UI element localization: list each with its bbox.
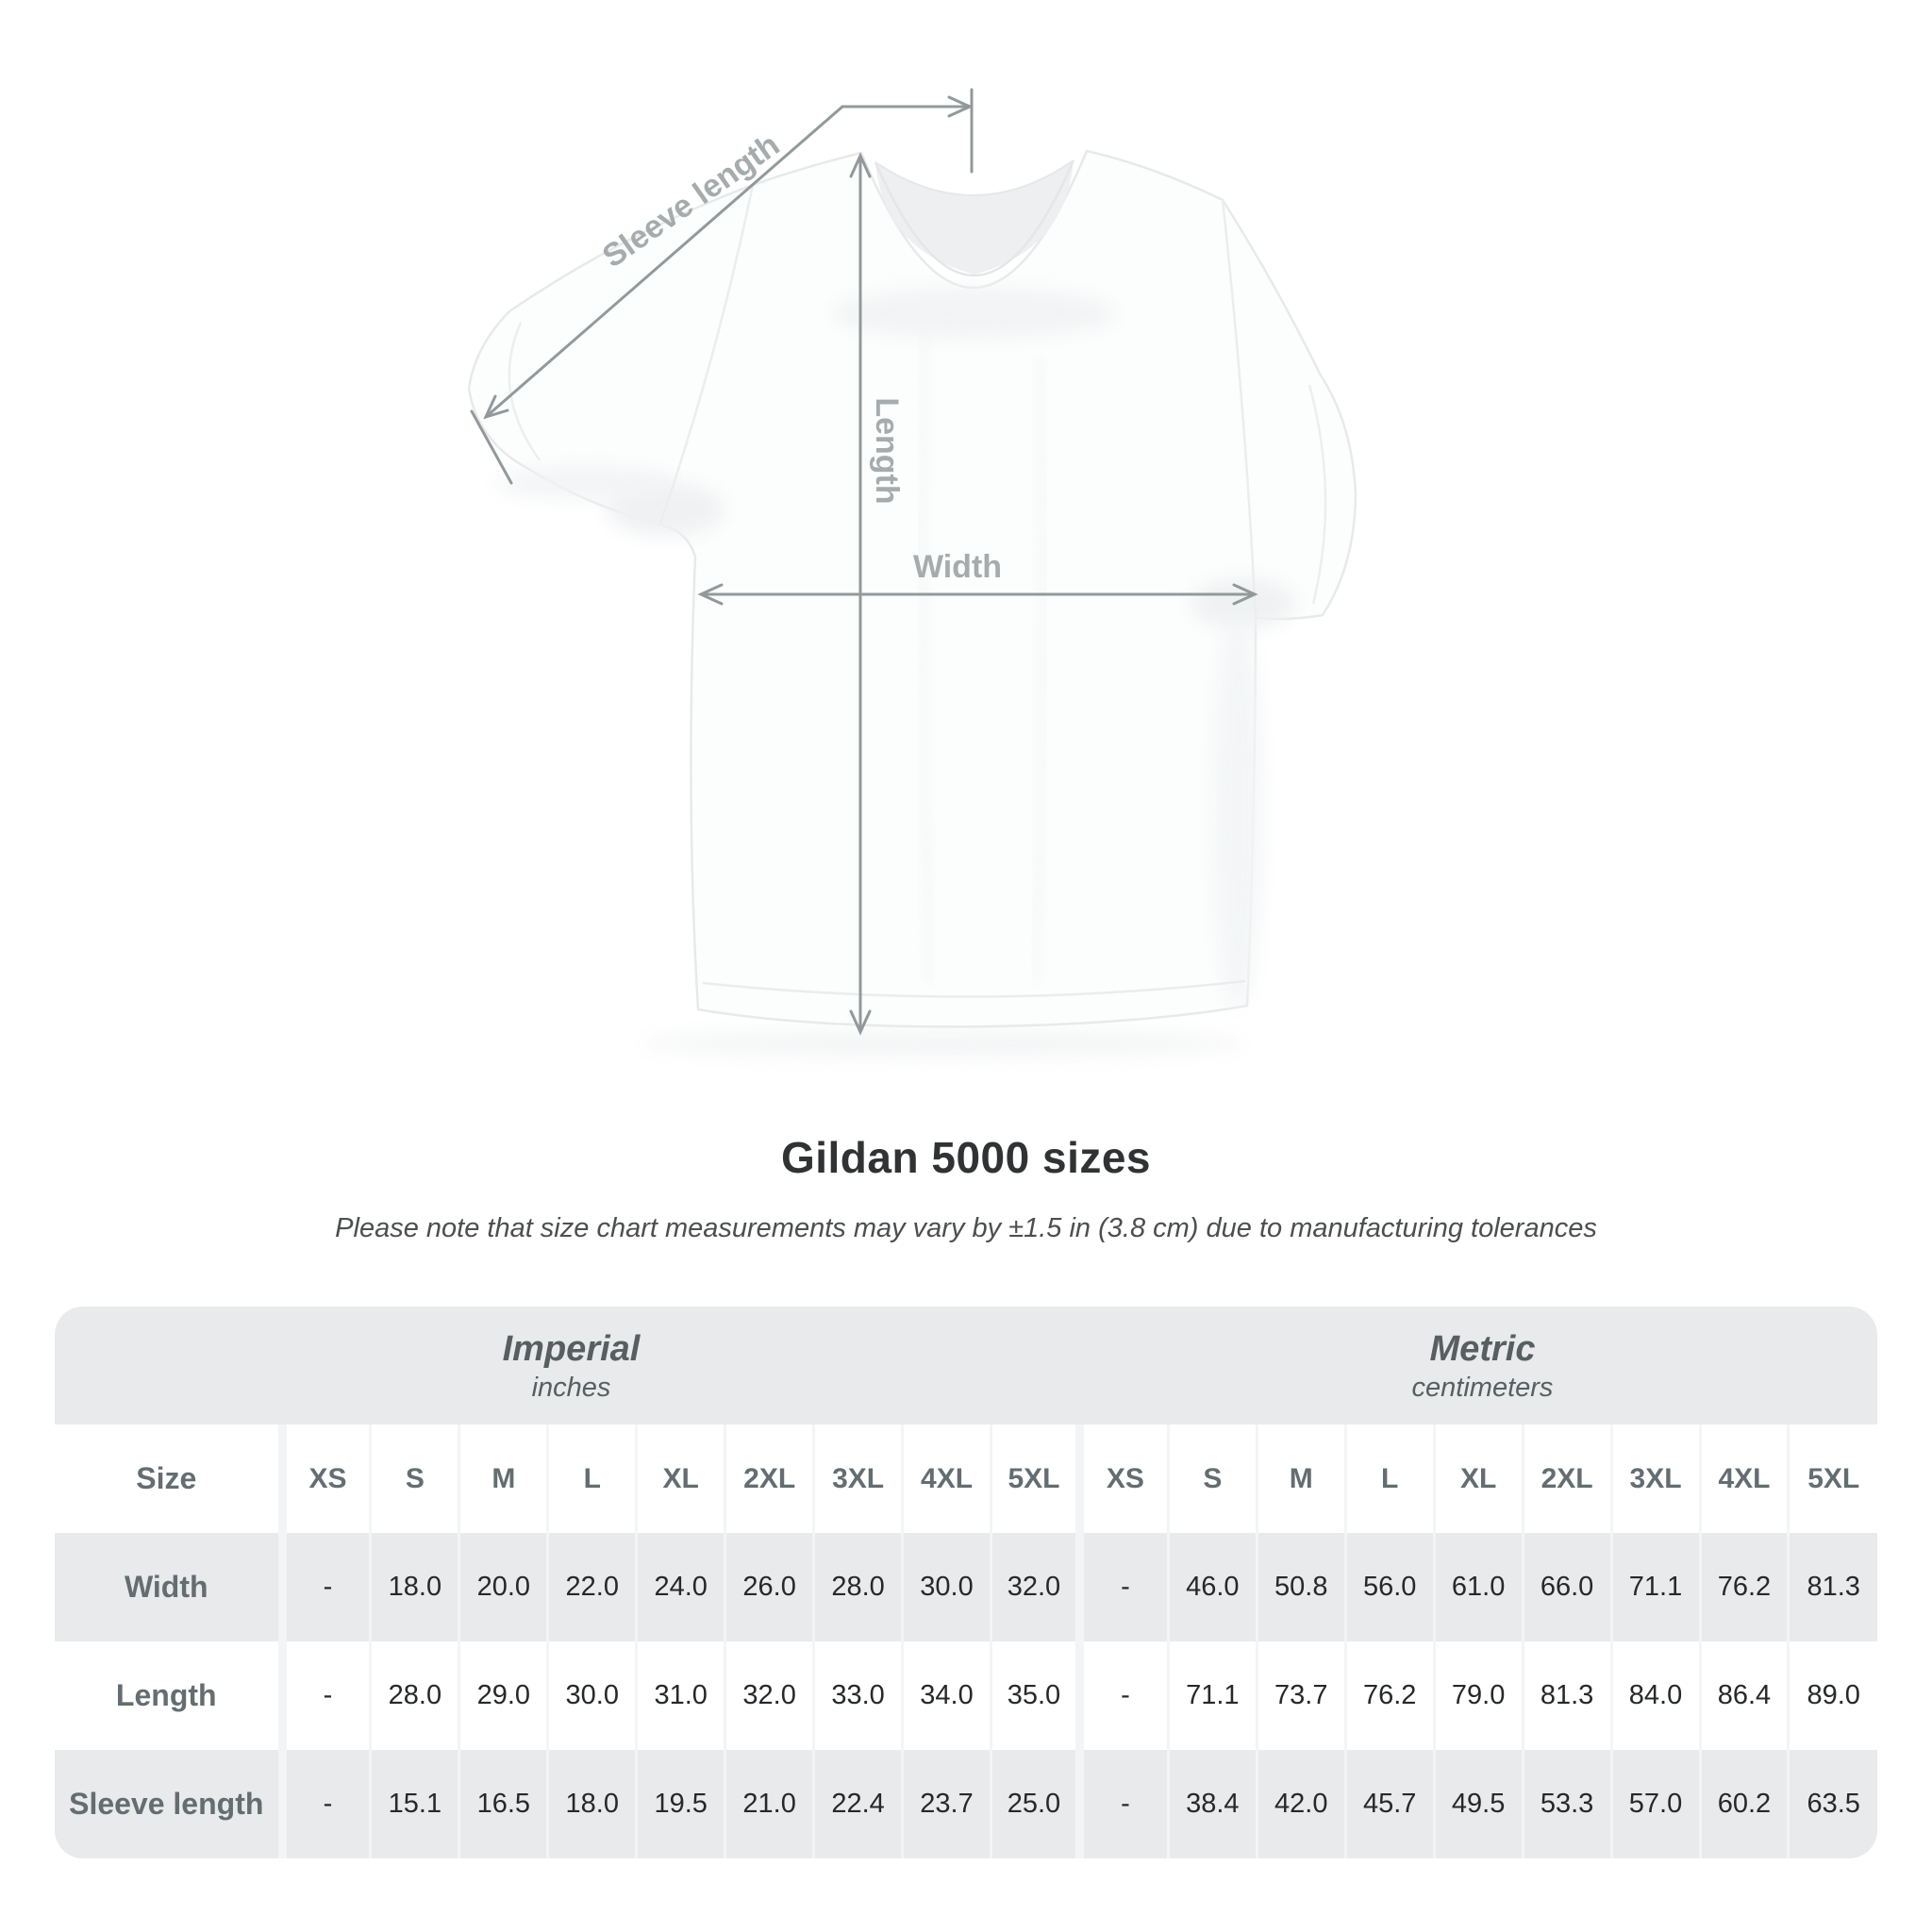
length-row	[55, 1641, 1877, 1750]
shirt-ground-shadow	[641, 1030, 1245, 1057]
value-cell: 20.0	[459, 1533, 548, 1641]
value-cell: 25.0	[991, 1750, 1080, 1858]
value-cell: 66.0	[1523, 1533, 1611, 1641]
col-header: XS	[1079, 1424, 1168, 1533]
value-cell: 24.0	[637, 1533, 725, 1641]
value-cell: 57.0	[1611, 1750, 1700, 1858]
col-header: L	[548, 1424, 637, 1533]
tshirt-illustration	[469, 151, 1356, 1026]
width-label: Width	[912, 549, 1003, 585]
value-cell: 50.8	[1257, 1533, 1345, 1641]
page-title: Gildan 5000 sizes	[780, 1133, 1152, 1182]
value-cell: 76.2	[1345, 1641, 1434, 1750]
col-header: 5XL	[991, 1424, 1080, 1533]
sleeve-length-label: Sleeve length	[595, 126, 787, 275]
col-header: 3XL	[814, 1424, 903, 1533]
col-header: L	[1345, 1424, 1434, 1533]
value-cell: 15.1	[371, 1750, 459, 1858]
width-row	[55, 1533, 1877, 1641]
value-cell: 18.0	[371, 1533, 459, 1641]
right-side-shadow	[1213, 613, 1262, 1009]
value-cell: 42.0	[1257, 1750, 1345, 1858]
col-header: XS	[282, 1424, 371, 1533]
value-cell: 49.5	[1434, 1750, 1523, 1858]
value-cell: 23.7	[903, 1750, 991, 1858]
row-label: Width	[55, 1533, 282, 1641]
row-label: Length	[55, 1641, 282, 1750]
value-cell: -	[1079, 1641, 1168, 1750]
col-header: 3XL	[1611, 1424, 1700, 1533]
value-cell: 81.3	[1523, 1641, 1611, 1750]
value-cell: 81.3	[1789, 1533, 1877, 1641]
col-header: 5XL	[1789, 1424, 1877, 1533]
value-cell: 34.0	[903, 1641, 991, 1750]
left-sleeve-shadow	[495, 468, 675, 498]
metric-header	[1088, 1307, 1877, 1424]
col-header: XL	[637, 1424, 725, 1533]
value-cell: 76.2	[1700, 1533, 1789, 1641]
value-cell: 46.0	[1168, 1533, 1257, 1641]
value-cell: 19.5	[637, 1750, 725, 1858]
size-header: Size	[55, 1424, 282, 1533]
value-cell: -	[282, 1641, 371, 1750]
imperial-header	[55, 1307, 1088, 1424]
length-label: Length	[869, 397, 905, 505]
size-header-row	[55, 1424, 1877, 1533]
col-header: M	[459, 1424, 548, 1533]
value-cell: 26.0	[725, 1533, 814, 1641]
col-header: S	[371, 1424, 459, 1533]
value-cell: 53.3	[1523, 1750, 1611, 1858]
value-cell: 79.0	[1434, 1641, 1523, 1750]
value-cell: -	[282, 1750, 371, 1858]
tolerance-note: Please note that size chart measurements may vary by ±1.5 in (3.8 cm) due to manufacturing tolerances	[335, 1213, 1597, 1243]
col-header: 4XL	[903, 1424, 991, 1533]
value-cell: -	[282, 1533, 371, 1641]
value-cell: 32.0	[991, 1533, 1080, 1641]
value-cell: 60.2	[1700, 1750, 1789, 1858]
measurements-table	[55, 1424, 1877, 1858]
value-cell: 71.1	[1168, 1641, 1257, 1750]
value-cell: 16.5	[459, 1750, 548, 1858]
value-cell: 63.5	[1789, 1750, 1877, 1858]
value-cell: 22.4	[814, 1750, 903, 1858]
value-cell: 38.4	[1168, 1750, 1257, 1858]
imperial-title: Imperial	[502, 1328, 641, 1369]
value-cell: 73.7	[1257, 1641, 1345, 1750]
value-cell: 89.0	[1789, 1641, 1877, 1750]
value-cell: -	[1079, 1533, 1168, 1641]
value-cell: 30.0	[548, 1641, 637, 1750]
value-cell: 28.0	[814, 1533, 903, 1641]
sleeve-length-row	[55, 1750, 1877, 1858]
value-cell: 35.0	[991, 1641, 1080, 1750]
col-header: S	[1168, 1424, 1257, 1533]
collar-shadow	[832, 289, 1115, 338]
value-cell: 84.0	[1611, 1641, 1700, 1750]
col-header: XL	[1434, 1424, 1523, 1533]
value-cell: 29.0	[459, 1641, 548, 1750]
value-cell: 21.0	[725, 1750, 814, 1858]
row-label: Sleeve length	[55, 1750, 282, 1858]
col-header: 2XL	[725, 1424, 814, 1533]
value-cell: 45.7	[1345, 1750, 1434, 1858]
value-cell: 18.0	[548, 1750, 637, 1858]
value-cell: 71.1	[1611, 1533, 1700, 1641]
imperial-unit: inches	[531, 1372, 611, 1403]
size-chart-table	[55, 1307, 1877, 1858]
col-header: 4XL	[1700, 1424, 1789, 1533]
value-cell: 56.0	[1345, 1533, 1434, 1641]
value-cell: 33.0	[814, 1641, 903, 1750]
value-cell: 30.0	[903, 1533, 991, 1641]
value-cell: 28.0	[371, 1641, 459, 1750]
value-cell: 86.4	[1700, 1641, 1789, 1750]
col-header: M	[1257, 1424, 1345, 1533]
value-cell: -	[1079, 1750, 1168, 1858]
unit-system-header	[55, 1307, 1877, 1424]
value-cell: 61.0	[1434, 1533, 1523, 1641]
metric-unit: centimeters	[1411, 1372, 1554, 1403]
value-cell: 32.0	[725, 1641, 814, 1750]
col-header: 2XL	[1523, 1424, 1611, 1533]
metric-title: Metric	[1429, 1328, 1536, 1369]
value-cell: 31.0	[637, 1641, 725, 1750]
value-cell: 22.0	[548, 1533, 637, 1641]
